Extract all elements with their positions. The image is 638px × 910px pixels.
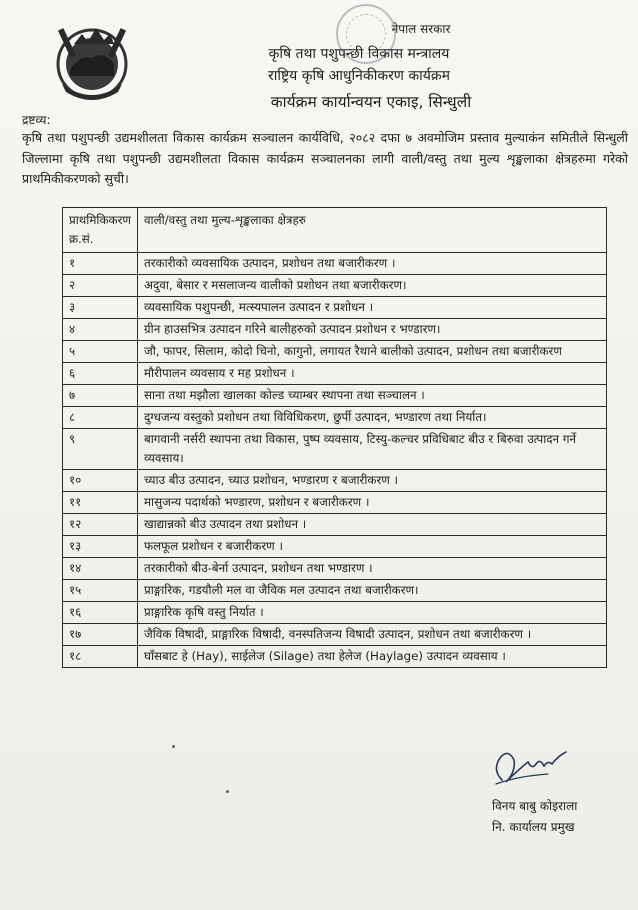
row-number: ६: [63, 363, 138, 385]
table-row: [63, 363, 607, 385]
table-row: [63, 429, 607, 470]
row-text: व्यवसायिक पशुपन्छी, मत्स्यपालन उत्पादन र प्रशोधन ।: [138, 297, 607, 319]
row-number: १०: [63, 470, 138, 492]
row-text: तरकारीको व्यवसायिक उत्पादन, प्रशोधन तथा बजारीकरण ।: [138, 253, 607, 275]
row-number: १५: [63, 580, 138, 602]
note-label: द्रष्टव्य:: [22, 113, 51, 127]
row-number: १६: [63, 602, 138, 624]
table-row: [63, 536, 607, 558]
row-number: ७: [63, 385, 138, 407]
intro-paragraph: कृषि तथा पशुपन्छी उद्यमशीलता विकास कार्यक्रम सञ्चालन कार्यविधि, २०८२ दफा ७ अवमोजिम प्रस्ताव मुल्याकंन समितीले सिन्धुली जिल्लामा कृषि तथा पशुपन्छी उद्यमशीलता विकास कार्यक्रम सञ्चालनका लागी वाली/वस्तु तथा मुल्य शृङ्खलाका क्षेत्रहरुमा गरेको प्राथमिकीकरणको सुची।: [22, 130, 628, 186]
signatory-title: नि. कार्यालय प्रमुख: [492, 820, 575, 834]
table-header-row: [63, 208, 607, 253]
row-text: जौ, फापर, सिलाम, कोदो चिनो, कागुनो, लगायत रैथाने बालीको उत्पादन, प्रशोधन तथा बजारीकरण: [138, 341, 607, 363]
unit-name: कार्यक्रम कार्यान्वयन एकाइ, सिन्धुली: [270, 93, 472, 111]
row-text: मौरीपालन व्यवसाय र मह प्रशोधन ।: [138, 363, 607, 385]
table-row: [63, 492, 607, 514]
row-text: मासुजन्य पदार्थको भण्डारण, प्रशोधन र बजारीकरण ।: [138, 492, 607, 514]
ministry-name: कृषि तथा पशुपन्छी विकास मन्त्रालय: [268, 46, 450, 62]
row-text: तरकारीको बीउ-बेर्ना उत्पादन, प्रशोधन तथा भण्डारण ।: [138, 558, 607, 580]
table-row: [63, 253, 607, 275]
row-number: १३: [63, 536, 138, 558]
row-number: १२: [63, 514, 138, 536]
row-text: बागवानी नर्सरी स्थापना तथा विकास, पुष्प व्यवसाय, टिस्यु-कल्चर प्रविधिबाट बीउ र बिरुवा उत्पादन गर्ने व्यवसाय।: [138, 429, 607, 470]
row-number: ४: [63, 319, 138, 341]
col-header-sector: वाली/वस्तु तथा मुल्य-शृङ्खलाका क्षेत्रहरु: [138, 208, 607, 253]
table-row: [63, 602, 607, 624]
table-row: [63, 580, 607, 602]
table-row: [63, 624, 607, 646]
row-text: घाँसबाट हे (Hay), साईलेज (Silage) तथा हेलेज (Haylage) उत्पादन व्यवसाय ।: [138, 646, 607, 668]
table-row: [63, 275, 607, 297]
row-text: साना तथा मझौला खालका कोल्ड च्याम्बर स्थापना तथा सञ्चालन ।: [138, 385, 607, 407]
speck: [172, 745, 175, 748]
table-row: [63, 470, 607, 492]
row-text: फलफूल प्रशोधन र बजारीकरण ।: [138, 536, 607, 558]
row-number: १४: [63, 558, 138, 580]
signatory-name: विनय बाबु कोइराला: [492, 799, 578, 813]
speck: [226, 790, 229, 793]
row-number: ९: [63, 429, 138, 470]
row-number: २: [63, 275, 138, 297]
row-number: ११: [63, 492, 138, 514]
row-number: ५: [63, 341, 138, 363]
row-number: १: [63, 253, 138, 275]
row-text: दुग्धजन्य वस्तुको प्रशोधन तथा विविधिकरण, छुर्पी उत्पादन, भण्डारण तथा निर्यात।: [138, 407, 607, 429]
row-text: ग्रीन हाउसभित्र उत्पादन गरिने बालीहरुको उत्पादन प्रशोधन र भण्डारण।: [138, 319, 607, 341]
table-row: [63, 385, 607, 407]
row-text: अदुवा, बेसार र मसलाजन्य वालीको प्रशोधन तथा बजारीकरण।: [138, 275, 607, 297]
row-text: च्याउ बीउ उत्पादन, च्याउ प्रशोधन, भण्डारण र बजारीकरण ।: [138, 470, 607, 492]
priority-table: [62, 207, 607, 668]
row-number: १८: [63, 646, 138, 668]
signature-mark: [488, 740, 578, 790]
table-row: [63, 297, 607, 319]
table-row: [63, 514, 607, 536]
table-row: [63, 341, 607, 363]
row-number: १७: [63, 624, 138, 646]
program-name: राष्ट्रिय कृषि आधुनिकीकरण कार्यक्रम: [267, 68, 450, 84]
row-text: प्राङ्गारिक, गडयौली मल वा जैविक मल उत्पादन तथा बजारीकरण।: [138, 580, 607, 602]
col-header-number: प्राथमिकिकरण क्र.सं.: [63, 208, 138, 253]
table-row: [63, 407, 607, 429]
row-text: जैविक विषादी, प्राङ्गारिक विषादी, वनस्पतिजन्य विषादी उत्पादन, प्रशोधन तथा बजारीकरण ।: [138, 624, 607, 646]
row-number: ८: [63, 407, 138, 429]
gov-name: नेपाल सरकार: [391, 22, 451, 36]
table-row: [63, 558, 607, 580]
row-number: ३: [63, 297, 138, 319]
row-text: प्राङ्गारिक कृषि वस्तु निर्यात ।: [138, 602, 607, 624]
table-row: [63, 319, 607, 341]
row-text: खाद्यान्नको बीउ उत्पादन तथा प्रशोधन ।: [138, 514, 607, 536]
table-row: [63, 646, 607, 668]
